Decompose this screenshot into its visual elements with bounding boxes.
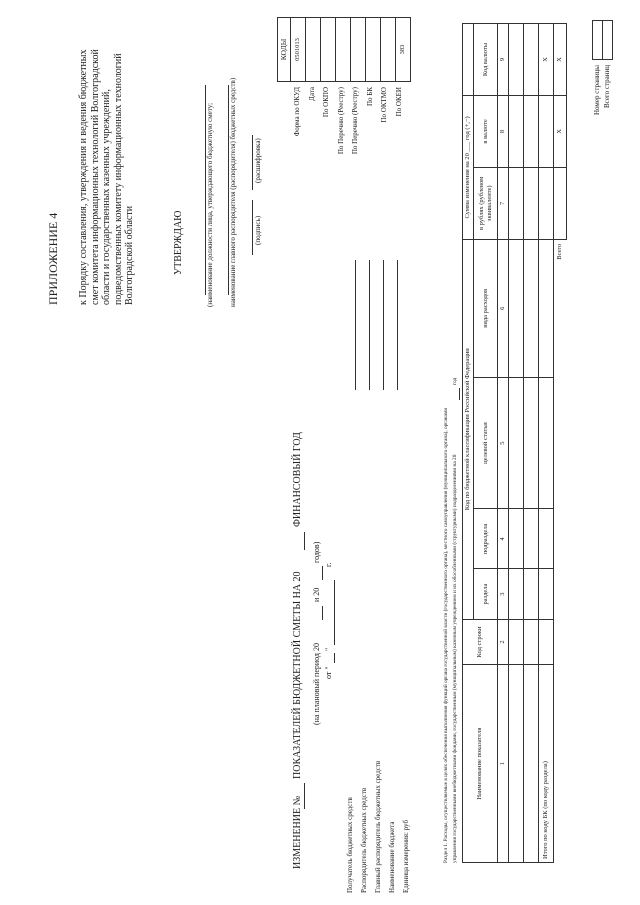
page-number-label: Номер страницы [593,64,601,115]
code-value: 0501013 [291,18,306,82]
codes-labels [290,87,406,205]
change-label: ИЗМЕНЕНИЕ № [292,795,303,869]
x-mark: X [539,24,554,96]
section-year-line [459,388,460,400]
code-label: По Перечню (Реестру) [336,87,345,155]
col-section-header: раздела [474,569,498,619]
field-value-line [383,260,384,390]
pages-total-label: Всего страниц [603,65,611,109]
date-quote: " [324,647,333,651]
codes-table [277,17,411,82]
code-value [336,18,351,82]
field-label: Главный распорядитель бюджетных средств [374,760,382,893]
code-label: По БК [365,87,374,106]
group-sum-header: Сумма изменения на 20 ___ год (+,−) [463,95,474,239]
code-value: 383 [396,18,411,82]
appendix-text [78,49,136,305]
col-code-header: Код строки [463,619,498,665]
code-value [351,18,366,82]
appendix-title: ПРИЛОЖЕНИЕ 4 [46,212,60,305]
field-value-line [369,260,370,390]
signature-caption: (подпись) [254,215,262,245]
plan-year-line-2 [322,566,323,580]
code-label: Дата [307,87,316,101]
code-label: По ОКПО [322,87,330,118]
group-bk-header: Код по бюджетной классификации Российской Федерации [463,239,474,619]
code-label: По Перечню (Реестру) [351,87,359,155]
x-mark: X [554,24,567,96]
code-value [366,18,381,82]
decoding-line [252,135,253,190]
date-day-line [334,653,335,663]
page-info [592,65,612,115]
total-bk-label: Итого по коду БК (по коду раздела) [539,665,554,863]
decoding-caption: (расшифровка) [254,138,262,183]
code-label: По ОКЕИ [394,87,403,117]
plan-years: годов) [312,541,321,563]
col-type-header: вида расходов [474,239,498,377]
appendix-line: смет комитета информационных технологий Волгоградской [89,49,101,305]
group-sum-label-end: год (+,−) [464,116,472,141]
col-cur-header: в валюте [474,95,498,167]
code-label: По ОКТМО [380,87,388,123]
field-label: Единица измерения: руб [402,819,410,893]
plan-and: и 20 [312,587,321,602]
group-sum-label: Сумма изменения на 20 [464,153,472,219]
appendix-line: области и государственных казенных учреждений, [101,89,112,305]
approve-caption-1: (наименование должности лица, утверждающего бюджетную смету; [206,102,214,307]
plan-year-line-1 [322,606,323,620]
col-num: 9 [498,24,509,96]
col-curcode-header: Код валюты [474,24,498,96]
col-num: 5 [498,377,509,509]
col-rub-header: в рублях (рублевом эквиваленте) [474,167,498,239]
date-from: от " [324,666,333,679]
plan-period: (на плановый период 20 [312,643,321,725]
col-num: 7 [498,167,509,239]
field-value-line [397,260,398,390]
col-num: 1 [498,665,509,863]
field-label: Распорядитель бюджетных средств [360,787,368,893]
appendix-line: подведомственных комитету информационных технологий [112,53,124,305]
code-value [381,18,396,82]
document-title-end: ФИНАНСОВЫЙ ГОД [292,432,303,527]
total-label: Всего [554,239,567,862]
table-row [509,24,524,863]
col-num: 3 [498,569,509,619]
field-value-line [355,260,356,390]
code-label: Форма по ОКУД [293,87,301,137]
table-row [524,24,539,863]
section-line-2: управления государственными внебюджетными фондами, государственным (муниципальным) казенным учреждением и их обособленными (структурными) подразделениями на 20 [452,454,458,863]
approve-caption-2: наименование главного распорядителя (распорядителя) бюджетных средств) [229,77,237,307]
code-value [321,18,336,82]
total-row [554,24,567,863]
fields-block [343,761,413,893]
col-num: 6 [498,239,509,377]
appendix-line: Волгоградской области [124,205,135,305]
document-title: ПОКАЗАТЕЛЕЙ БЮДЖЕТНОЙ СМЕТЫ НА 20 [292,571,303,779]
section-line-1: Раздел 1. Расходы, осуществляемые в целях обеспечения выполнения функций органа государственной власти (государственного органа), местного самоуправления (муниципального органа), органами [443,407,449,863]
codes-header: КОДЫ [278,18,291,82]
signature-line [252,200,253,255]
col-num: 4 [498,509,509,569]
change-number-line [304,783,305,809]
col-num: 2 [498,619,509,665]
field-label: Получатель бюджетных средств [346,797,354,893]
total-bk-row [539,24,554,863]
col-num: 8 [498,95,509,167]
field-label: Наименование бюджета [388,821,396,893]
approve-title: УТВЕРЖДАЮ [173,210,184,275]
title-year-line [304,532,305,550]
col-target-header: целевой статьи [474,377,498,509]
col-name-header: Наименование показателя [463,665,498,863]
page-info-table [592,20,613,60]
x-mark: X [554,95,567,167]
appendix-line: к Порядку составления, утверждения и ведения бюджетных [78,49,89,305]
section-line-2-end: год [452,377,458,385]
col-subsection-header: подраздела [474,509,498,569]
expenses-table [462,23,567,863]
code-value [306,18,321,82]
date-month-line [334,580,335,645]
column-numbers-row [498,24,509,863]
date-year-suffix: г. [324,562,333,567]
group-sum-cap [463,24,474,96]
